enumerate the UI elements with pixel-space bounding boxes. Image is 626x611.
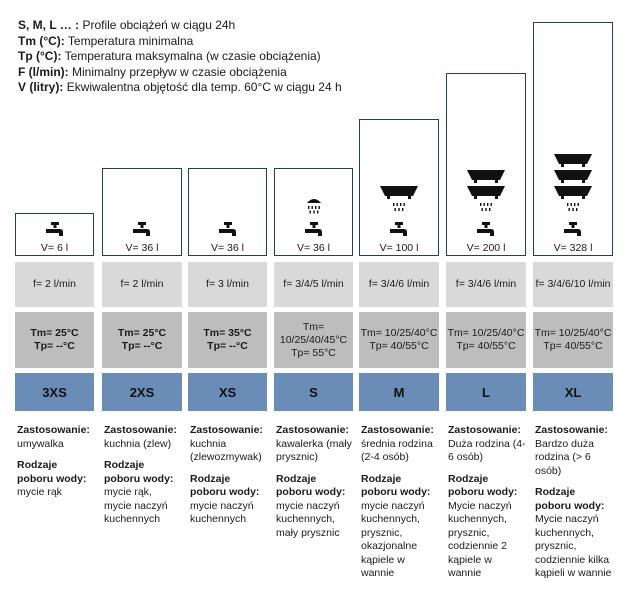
profile-badge: S [274, 373, 353, 411]
bathtub-icon [466, 185, 506, 199]
usage-text: Zastosowanie: Duża rodzina (4-6 osób) Rodzaje poboru wody: Mycie naczyń kuchennych, prysznic, codziennie 2 kąpiele w wannie [448, 424, 526, 579]
bathtub-icon [553, 153, 593, 167]
volume-box [446, 73, 526, 256]
legend-row: S, M, L … : Profile obciążeń w ciągu 24h [18, 18, 236, 32]
profile-badge: M [359, 373, 439, 411]
usage-text: Zastosowanie: Bardzo duża rodzina (> 6 osób) Rodzaje poboru wody: Mycie naczyń kuchennych, prysznic, codziennie kilka kąpieli w wannie [535, 424, 612, 579]
bathtub-icon [553, 185, 593, 199]
usage-text: Zastosowanie: kuchnia (zlewozmywak) Rodzaje poboru wody: mycie naczyń kuchennych [190, 424, 263, 525]
profile-badge: XS [188, 373, 267, 411]
flow-cell: f= 3 l/min [188, 262, 267, 307]
volume-label: V= 36 l [211, 242, 244, 254]
temperature-cell: Tm= 25°C Tp= --°C [102, 312, 182, 368]
icon-stack [534, 153, 612, 241]
temperature-cell: Tm= 25°C Tp= --°C [15, 312, 94, 368]
profile-column-s [274, 0, 353, 611]
icon-stack [189, 221, 266, 241]
icon-stack [16, 221, 93, 241]
flow-cell: f= 3/4/5 l/min [274, 262, 353, 307]
usage-text: Zastosowanie: kuchnia (zlew) Rodzaje poboru wody: mycie rąk, mycie naczyń kuchennych [104, 424, 177, 525]
volume-box [102, 168, 182, 256]
legend-row: Tp (°C): Temperatura maksymalna (w czasie obciążenia) [18, 49, 321, 63]
volume-box [188, 168, 267, 256]
volume-box [533, 22, 613, 256]
usage-text: Zastosowanie: średnia rodzina (2-4 osób) Rodzaje poboru wody: mycie naczyń kuchennych, prysznic, okazjonalne kąpiele w wannie [361, 424, 434, 579]
profile-column-l [446, 0, 526, 611]
shower-icon [303, 195, 325, 215]
legend-row: F (l/min): Minimalny przepływ w czasie obciążenia [18, 64, 287, 79]
volume-label: V= 328 l [553, 242, 593, 254]
icon-stack [447, 169, 525, 241]
faucet-icon [44, 221, 66, 241]
flow-cell: f= 3/4/6/10 l/min [533, 262, 613, 307]
volume-label: V= 6 l [40, 242, 69, 254]
volume-box [15, 213, 94, 256]
profile-column-2xs [102, 0, 182, 611]
water-drops-icon [562, 201, 584, 221]
volume-box [359, 119, 439, 256]
temperature-cell: Tm= 10/25/40°C Tp= 40/55°C [533, 312, 613, 368]
faucet-icon [475, 221, 497, 241]
profile-badge: L [446, 373, 526, 411]
faucet-icon [562, 221, 584, 241]
profile-column-xs [188, 0, 267, 611]
volume-label: V= 200 l [466, 242, 506, 254]
legend-row: Tm (°C): Temperatura minimalna [18, 33, 194, 48]
usage-text: Zastosowanie: umywalka Rodzaje poboru wody: mycie rąk [17, 424, 90, 498]
profile-column-m [359, 0, 439, 611]
profile-badge: 2XS [102, 373, 182, 411]
usage-text: Zastosowanie: kawalerka (mały prysznic) Rodzaje poboru wody: mycie naczyń kuchennych, mały prysznic [276, 424, 352, 539]
volume-label: V= 100 l [379, 242, 419, 254]
water-drops-icon [388, 201, 410, 221]
icon-stack [103, 221, 181, 241]
temperature-cell: Tm= 35°C Tp= --°C [188, 312, 267, 368]
volume-box [274, 168, 353, 256]
flow-cell: f= 3/4/6 l/min [359, 262, 439, 307]
legend-row: V (litry): Ekwiwalentna objętość dla temp. 60°C w ciągu 24 h [18, 80, 342, 94]
icon-stack [275, 195, 352, 241]
faucet-icon [303, 221, 325, 241]
bathtub-icon [379, 185, 419, 199]
flow-cell: f= 2 l/min [15, 262, 94, 307]
temperature-cell: Tm= 10/25/40/45°C Tp= 55°C [274, 312, 353, 368]
volume-label: V= 36 l [125, 242, 159, 254]
profile-column-3xs [15, 0, 94, 611]
faucet-icon [131, 221, 153, 241]
temperature-cell: Tm= 10/25/40°C Tp= 40/55°C [359, 312, 439, 368]
profile-badge: XL [533, 373, 613, 411]
faucet-icon [217, 221, 239, 241]
profile-column-xl [533, 0, 613, 611]
volume-label: V= 36 l [297, 242, 330, 254]
profile-badge: 3XS [15, 373, 94, 411]
bathtub-icon [466, 169, 506, 183]
bathtub-icon [553, 169, 593, 183]
water-drops-icon [475, 201, 497, 221]
icon-stack [360, 185, 438, 241]
flow-cell: f= 3/4/6 l/min [446, 262, 526, 307]
faucet-icon [388, 221, 410, 241]
flow-cell: f= 2 l/min [102, 262, 182, 307]
temperature-cell: Tm= 10/25/40°C Tp= 40/55°C [446, 312, 526, 368]
